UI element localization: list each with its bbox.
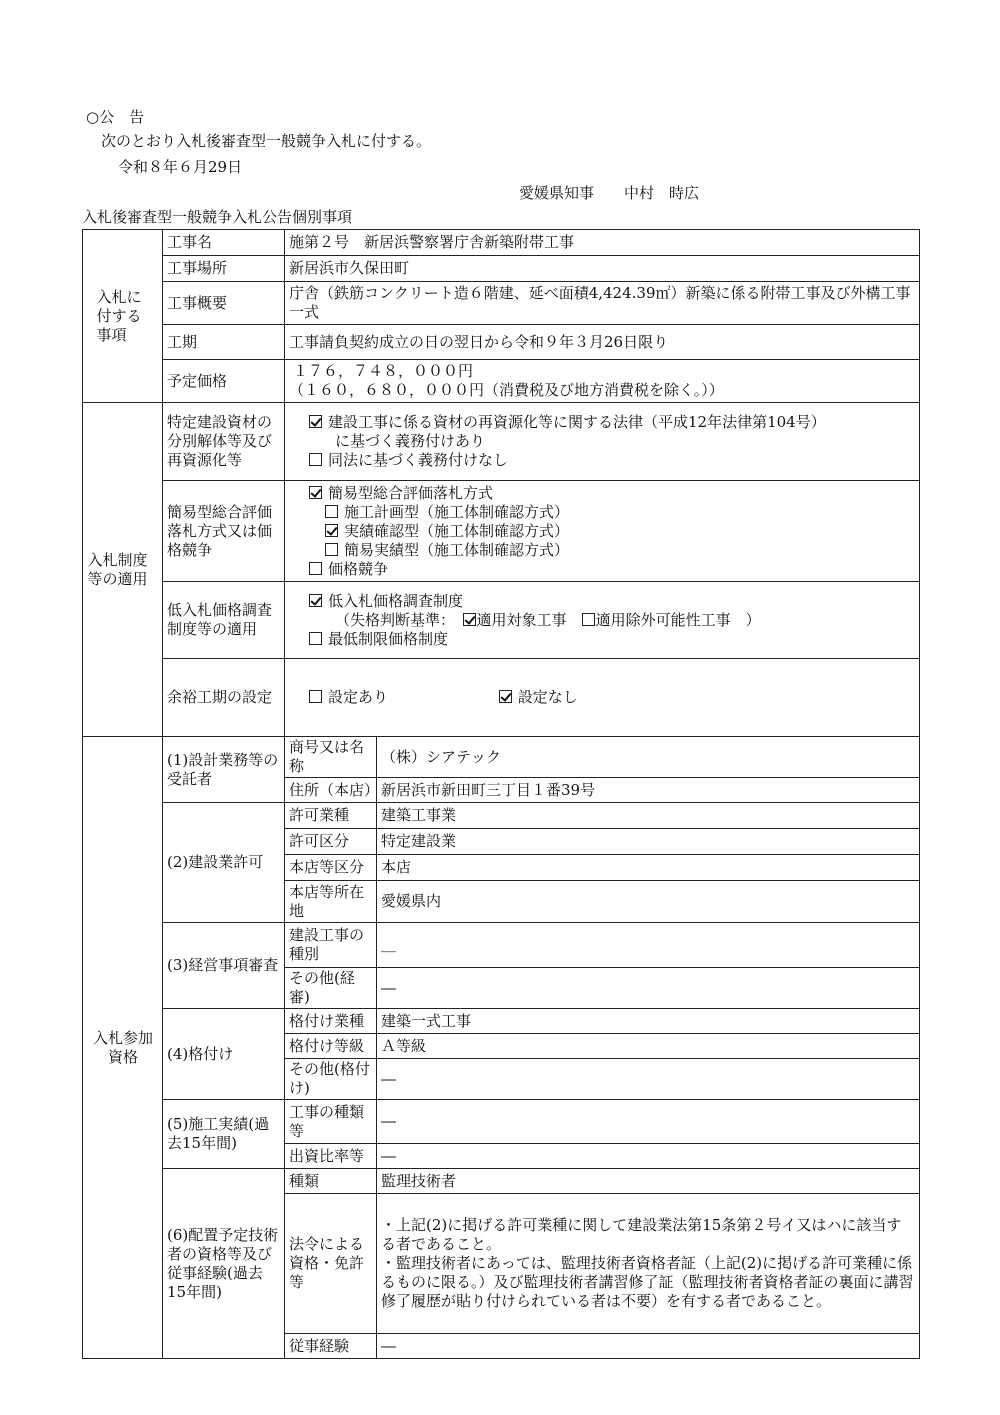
recycle-opt1-cont: に基づく義務付けあり [335,432,486,450]
checkbox-empty-icon[interactable] [582,613,595,626]
price-line2: （１６０，６８０，０００円（消費税及び地方消費税を除く。）） [289,381,724,399]
low-sub: （失格判断基準： 適用対象工事 適用除外可能性工事 ） [335,610,761,629]
label-price: 予定価格 [163,360,285,403]
recycle-opt2: 同法に基づく義務付けなし [289,451,915,470]
table-row [83,256,920,282]
value-license-type: 建築工事業 [377,803,920,829]
table-row [83,923,920,968]
checkbox-checked-icon[interactable] [309,415,322,428]
table-row [83,360,920,403]
notice-intro: 次のとおり入札後審査型一般競争入札に付する。 [101,132,432,150]
table-row [83,737,920,778]
eval-opt5: 価格競争 [289,560,915,579]
label-audit-kind: 建設工事の種別 [285,923,377,968]
section-system: 入札制度等の適用 [83,403,163,737]
notice-table [82,229,920,1359]
label-recycle: 特定建設資材の分別解体等及び再資源化等 [163,403,285,481]
engineer-law-line1: ・上記(2)に掲げる許可業種に関して建設業法第15条第２号イ又はハに該当する者であること。 [381,1216,902,1253]
spare-opt2: 設定なし [499,688,578,707]
price-line1: １７６，７４８，０００円 [293,362,474,380]
label-design-addr: 住所（本店） [285,778,377,803]
label-design: (1)設計業務等の受託者 [163,737,285,803]
table-row [83,230,920,256]
value-engineer-law [377,1194,920,1334]
label-record: (5)施工実績(過去15年間) [163,1100,285,1169]
table-row [83,325,920,360]
low-opt1: 低入札価格調査制度 [289,592,915,611]
label-design-name: 商号又は名称 [285,737,377,778]
notice-heading: ○公 告 [86,108,145,126]
recycle-opt1: 建設工事に係る資材の再資源化等に関する法律（平成12年法律第104号） [289,413,915,432]
label-license: (2)建設業許可 [163,803,285,923]
label-rank: (4)格付け [163,1009,285,1100]
label-eval: 簡易型総合評価落札方式又は価格競争 [163,481,285,582]
label-rank-type: 格付け業種 [285,1009,377,1034]
label-audit-other: その他(経審) [285,968,377,1009]
checkbox-checked-icon[interactable] [499,690,512,703]
value-rank-other: ― [377,1059,920,1100]
label-license-class: 許可区分 [285,829,377,855]
engineer-law-line2: ・監理技術者にあっては、監理技術者資格者証（上記(2)に掲げる許可業種に係るものに限る。）及び監理技術者講習修了証（監理技術者資格者証の裏面に講習修了履歴が貼り付けられている者は不要）を有する者であること。 [381,1254,914,1310]
eval-opt1: 簡易型総合評価落札方式 [289,484,915,503]
checkbox-checked-icon[interactable] [325,524,338,537]
table-row [83,659,920,737]
value-license-loc: 愛媛県内 [377,881,920,923]
value-license-office: 本店 [377,855,920,881]
value-price [285,360,920,403]
value-design-name: （株）シアテック [377,737,920,778]
table-row [83,582,920,659]
value-rank-grade: Ａ等級 [377,1034,920,1059]
checkbox-empty-icon[interactable] [309,562,322,575]
checkbox-empty-icon[interactable] [325,543,338,556]
spare-opt1: 設定あり [289,688,388,707]
checkbox-empty-icon[interactable] [309,632,322,645]
notice-issuer: 愛媛県知事 中村 時広 [519,184,700,202]
value-audit-other: ― [377,968,920,1009]
label-low: 低入札価格調査制度等の適用 [163,582,285,659]
label-record-kind: 工事の種類等 [285,1100,377,1144]
checkbox-empty-icon[interactable] [309,690,322,703]
table-row [83,282,920,325]
label-rank-other: その他(格付け) [285,1059,377,1100]
value-summary: 庁舎（鉄筋コンクリート造６階建、延べ面積4,424.39㎡）新築に係る附帯工事及び外構工事一式 [285,282,920,325]
label-record-ratio: 出資比率等 [285,1144,377,1169]
section-qualification: 入札参加資格 [83,737,163,1359]
label-engineer-exp: 従事経験 [285,1334,377,1359]
label-summary: 工事概要 [163,282,285,325]
value-place: 新居浜市久保田町 [285,256,920,282]
table-row [83,1169,920,1194]
value-rank-type: 建築一式工事 [377,1009,920,1034]
label-engineer: (6)配置予定技術者の資格等及び従事経験(過去15年間) [163,1169,285,1359]
value-name: 施第２号 新居浜警察署庁舎新築附帯工事 [285,230,920,256]
label-period: 工期 [163,325,285,360]
label-spare: 余裕工期の設定 [163,659,285,737]
label-engineer-law: 法令による資格・免許等 [285,1194,377,1334]
table-row [83,1100,920,1144]
checkbox-checked-icon[interactable] [463,613,476,626]
checkbox-empty-icon[interactable] [325,505,338,518]
label-rank-grade: 格付け等級 [285,1034,377,1059]
eval-opt4: 簡易実績型（施工体制確認方式） [289,541,915,560]
value-low [285,582,920,659]
table-row [83,481,920,582]
label-license-office: 本店等区分 [285,855,377,881]
value-audit-kind: ＿ [377,923,920,968]
value-spare [285,659,920,737]
value-period: 工事請負契約成立の日の翌日から令和９年３月26日限り [285,325,920,360]
table-row [83,803,920,829]
value-record-ratio: ― [377,1144,920,1169]
value-eval [285,481,920,582]
value-record-kind: ― [377,1100,920,1144]
value-license-class: 特定建設業 [377,829,920,855]
eval-opt3: 実績確認型（施工体制確認方式） [289,522,915,541]
table-row [83,1009,920,1034]
checkbox-checked-icon[interactable] [309,486,322,499]
eval-opt2: 施工計画型（施工体制確認方式） [289,503,915,522]
label-license-type: 許可業種 [285,803,377,829]
value-recycle [285,403,920,481]
table-title: 入札後審査型一般競争入札公告個別事項 [82,208,353,226]
label-license-loc: 本店等所在地 [285,881,377,923]
table-row [83,403,920,481]
label-engineer-kind: 種類 [285,1169,377,1194]
value-engineer-exp: ― [377,1334,920,1359]
low-opt2: 最低制限価格制度 [289,630,915,649]
checkbox-checked-icon[interactable] [309,594,322,607]
value-design-addr: 新居浜市新田町三丁目１番39号 [377,778,920,803]
label-name: 工事名 [163,230,285,256]
label-place: 工事場所 [163,256,285,282]
section-bid-items: 入札に付する事項 [83,230,163,403]
notice-date: 令和８年６月29日 [118,158,243,176]
checkbox-empty-icon[interactable] [309,453,322,466]
label-audit: (3)経営事項審査 [163,923,285,1009]
value-engineer-kind: 監理技術者 [377,1169,920,1194]
